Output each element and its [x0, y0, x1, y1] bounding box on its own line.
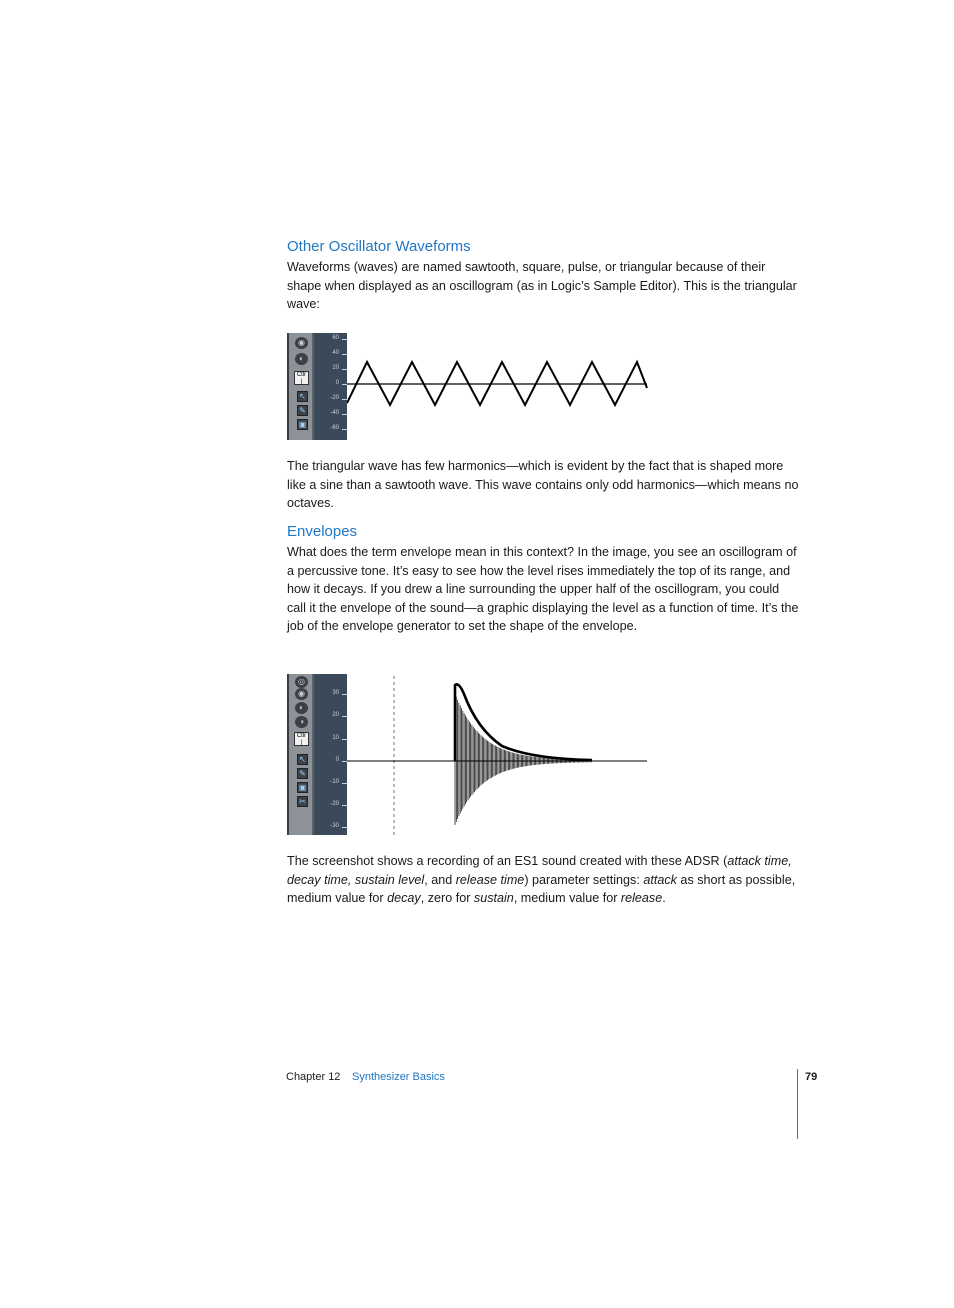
scale-tick: -20: [314, 395, 347, 401]
paragraph-waveforms-intro: Waveforms (waves) are named sawtooth, square, pulse, or triangular because of their shape when displayed as an oscillogram (as in Logic’s Sample Editor). This is the triangular wave:: [287, 260, 797, 312]
section-heading-oscillator-waveforms: Other Oscillator Waveforms: [287, 238, 471, 255]
scale-tick: -20: [314, 801, 347, 807]
scale-tick: -10: [314, 779, 347, 785]
footer-chapter-title: Synthesizer Basics: [352, 1071, 445, 1083]
pointer-tool-icon: ↖: [297, 391, 308, 402]
scale-tick: 20: [314, 712, 347, 718]
triangle-waveform: [347, 333, 649, 440]
scale-tick: 60: [314, 335, 347, 341]
link-icon: ◉: [295, 688, 308, 700]
scale-tick: 40: [314, 350, 347, 356]
zoom-tool-icon: ◉: [295, 337, 308, 349]
zoom-tool-icon: ◐: [295, 702, 308, 714]
catch-icon: ◎: [295, 676, 308, 688]
scale-tick: 30: [314, 690, 347, 696]
footer-rule: [797, 1069, 798, 1139]
editor-toolbar: [287, 333, 314, 440]
scale-tick: 0: [314, 757, 347, 763]
scale-tick: 20: [314, 365, 347, 371]
editor-toolbar: [287, 674, 314, 835]
triangle-wave-figure: [287, 333, 649, 440]
speaker-icon: ◐: [295, 353, 308, 365]
envelope-waveform: [347, 674, 649, 835]
footer-chapter: Chapter 12: [286, 1071, 341, 1083]
controller-icon: Ctlr |: [294, 732, 309, 746]
controller-icon: Ctlr |: [294, 371, 309, 385]
hand-tool-icon: ▣: [298, 420, 307, 429]
scale-tick: -30: [314, 823, 347, 829]
section-heading-envelopes: Envelopes: [287, 523, 358, 540]
scale-tick: -40: [314, 410, 347, 416]
paragraph-triangle-harmonics: The triangular wave has few harmonics—which is evident by the fact that is shaped more like a sine than a sawtooth wave. This wave contains only odd harmonics—which means no octaves.: [287, 459, 799, 511]
pencil-tool-icon: ✎: [297, 768, 308, 779]
envelope-figure: [287, 674, 649, 835]
level-scale: [314, 674, 347, 835]
scale-tick: -60: [314, 425, 347, 431]
scale-tick: 0: [314, 380, 347, 386]
scale-tick: 10: [314, 735, 347, 741]
paragraph-envelopes: What does the term envelope mean in this context? In the image, you see an oscillogram of a percussive tone. It’s easy to see how the level rises immediately the top of its range, and how it decays. If you drew a line surrounding the upper half of the oscillogram, you could call it the envelope of the sound—a graphic displaying the level as a function of time. It’s the job of the envelope generator to set the shape of the envelope.: [287, 545, 799, 634]
paragraph-adsr-settings: The screenshot shows a recording of an ES1 sound created with these ADSR (attack time, decay time, sustain level, and release time) parameter settings: attack as short as possible, medium value for decay, zero for sustain, medium value for release.: [287, 854, 796, 906]
hand-tool-icon: ▣: [298, 783, 307, 792]
pointer-tool-icon: ↖: [297, 754, 308, 765]
page-number: 79: [805, 1071, 818, 1083]
scissors-tool-icon: ✂: [297, 796, 308, 807]
pencil-tool-icon: ✎: [297, 405, 308, 416]
speaker-icon: ◑: [295, 716, 308, 728]
level-scale: [314, 333, 347, 440]
